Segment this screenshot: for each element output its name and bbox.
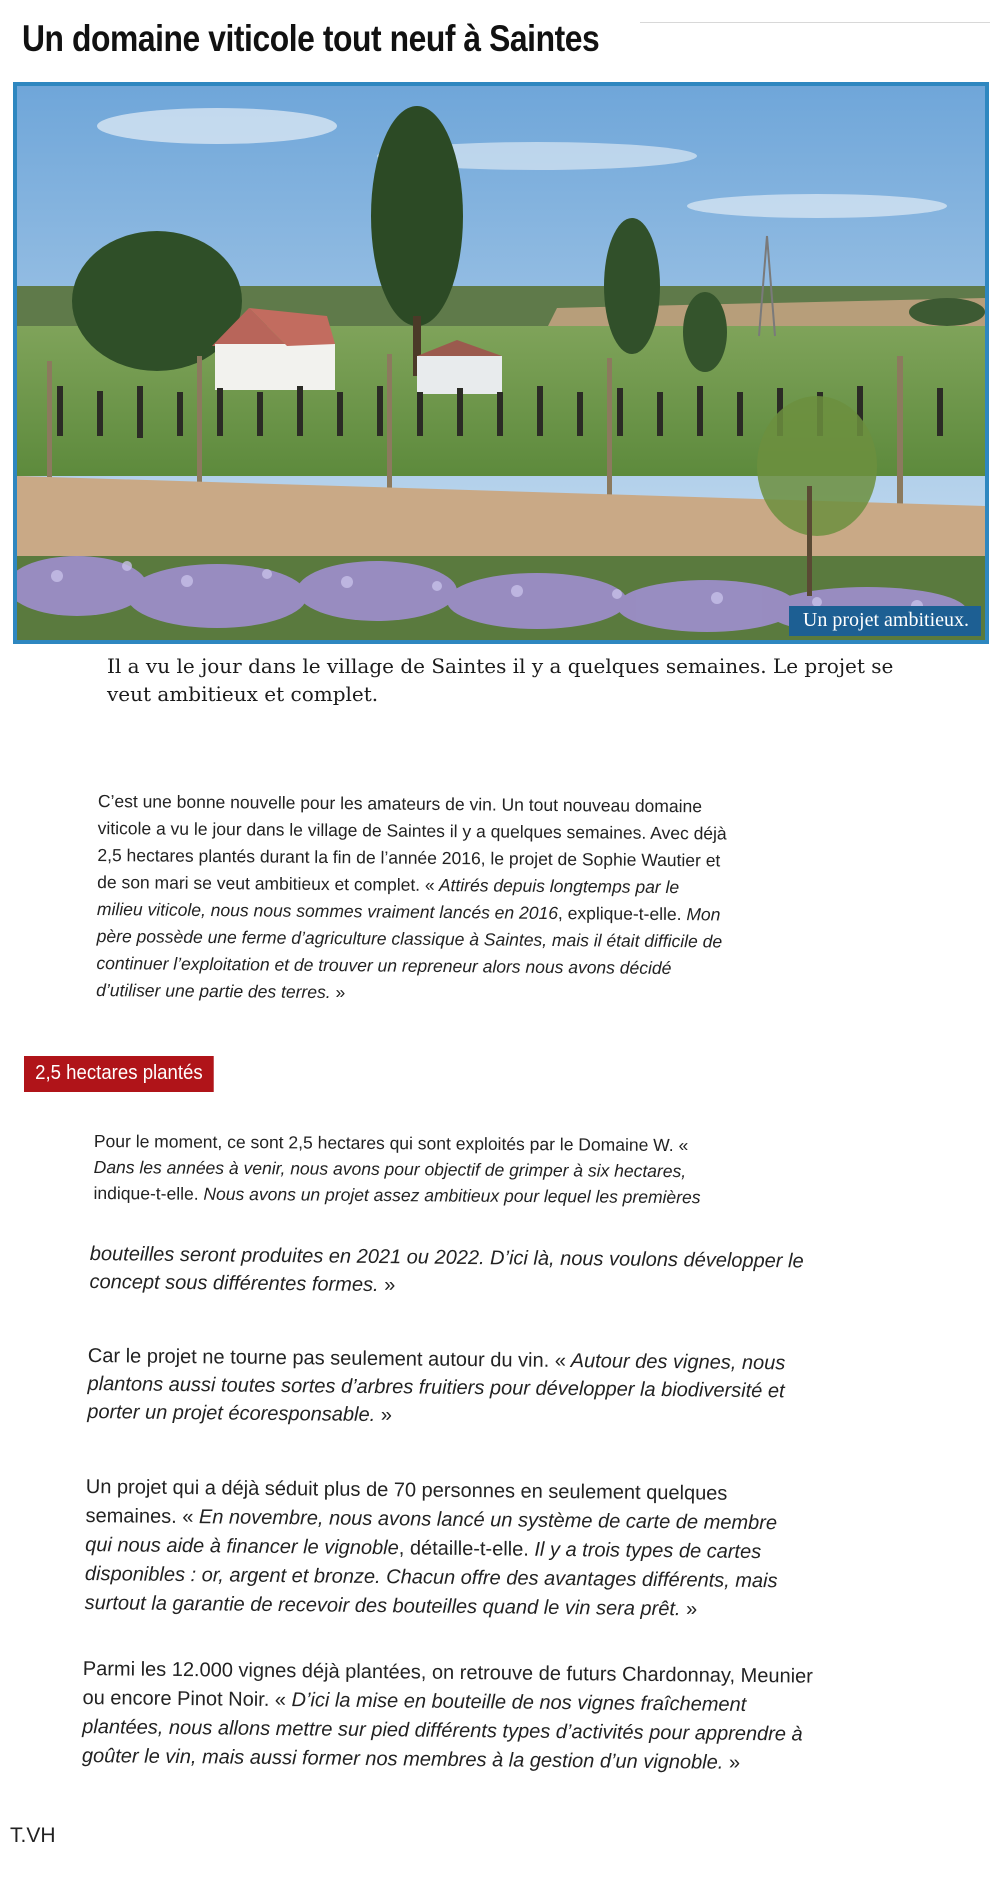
text-segment: Parmi les 12.000 vignes déjà plantées, on retrouve de futurs Chardonnay, Meunier <box>82 1657 813 1688</box>
text-segment: C’est une bonne nouvelle pour les amateurs de vin. Un tout nouveau domaine <box>97 790 703 817</box>
text-segment: » <box>330 982 346 1003</box>
paragraph-6 <box>82 1655 923 1780</box>
text-segment: semaines. « <box>85 1504 194 1529</box>
quote-segment: qui nous aide à financer le vignoble <box>85 1533 399 1560</box>
quote-segment: père possède une ferme d’agriculture classique à Saintes, mais il était difficile de <box>96 925 723 952</box>
quote-segment: Mon <box>686 904 721 925</box>
quote-segment: d’utiliser une partie des terres. <box>96 979 331 1003</box>
top-rule <box>640 22 990 23</box>
text-segment: , détaille-t-elle. <box>398 1537 535 1561</box>
intro-line: Il a vu le jour dans le village de Saintes il y a quelques semaines. Le projet se <box>107 654 894 678</box>
quote-segment: plantons aussi toutes sortes d’arbres fruitiers pour développer la biodiversité et <box>87 1372 785 1403</box>
quote-segment: porter un projet écoresponsable. <box>87 1400 376 1427</box>
quote-segment: Nous avons un projet assez ambitieux pour lequel les premières <box>203 1183 701 1208</box>
text-line <box>96 977 821 1010</box>
text-segment: Un projet qui a déjà séduit plus de 70 personnes en seulement quelques <box>85 1475 728 1505</box>
text-segment: viticole a vu le jour dans le village de Saintes il y a quelques semaines. Avec déjà <box>97 817 727 844</box>
quote-segment: goûter le vin, mais aussi former nos membres à la gestion d’un vignoble. <box>81 1744 724 1774</box>
text-segment: 2,5 hectares plantés durant la fin de l’année 2016, le projet de Sophie Wautier et <box>97 844 721 871</box>
text-segment: » <box>723 1751 741 1774</box>
quote-segment: plantées, nous allons mettre sur pied différents types d’activités pour apprendre à <box>82 1715 803 1746</box>
quote-segment: Autour des vignes, nous <box>565 1350 786 1375</box>
intro-line: veut ambitieux et complet. <box>107 682 379 706</box>
text-segment: » <box>378 1274 396 1297</box>
paragraph-2 <box>93 1128 814 1211</box>
text-segment: » <box>680 1598 698 1621</box>
quote-segment: milieu viticole, nous nous sommes vraiment lancés en 2016 <box>96 898 559 924</box>
text-segment: de son mari se veut ambitieux et complet. « <box>97 871 435 895</box>
quote-segment: bouteilles seront produites en 2021 ou 2022. D’ici là, nous voulons développer le <box>89 1242 804 1273</box>
quote-segment: Dans les années à venir, nous avons pour objectif de grimper à six hectares, <box>93 1156 687 1182</box>
section-title: 2,5 hectares plantés <box>24 1056 214 1092</box>
quote-segment: continuer l’exploitation et de trouver un repreneur alors nous avons décidé <box>96 952 672 979</box>
quote-segment: D’ici la mise en bouteille de nos vignes fraîchement <box>285 1689 747 1716</box>
text-segment: , explique-t-elle. <box>557 903 687 925</box>
quote-segment: surtout la garantie de recevoir des bouteilles quand le vin sera prêt. <box>84 1591 681 1621</box>
paragraph-1 <box>96 788 823 1010</box>
paragraph-4 <box>87 1342 908 1435</box>
author-signature: T.VH <box>10 1824 56 1847</box>
quote-segment: disponibles : or, argent et bronze. Chacun offre des avantages différents, mais <box>84 1562 778 1593</box>
text-segment: Car le projet ne tourne pas seulement autour du vin. « <box>87 1344 567 1373</box>
quote-segment: En novembre, nous avons lancé un système de carte de membre <box>193 1506 778 1535</box>
paragraph-3 <box>89 1240 910 1305</box>
text-segment: ou encore Pinot Noir. « <box>82 1686 287 1712</box>
quote-segment: Il y a trois types de cartes <box>534 1538 762 1564</box>
text-line <box>93 1180 813 1211</box>
text-segment: Pour le moment, ce sont 2,5 hectares qui sont exploités par le Domaine W. « <box>93 1130 689 1156</box>
text-segment: indique-t-elle. <box>93 1182 204 1204</box>
photo-caption: Un projet ambitieux. <box>789 606 981 636</box>
vineyard-illustration <box>17 86 985 640</box>
article-headline: Un domaine viticole tout neuf à Saintes <box>22 18 600 59</box>
paragraph-5 <box>84 1473 905 1627</box>
text-segment: » <box>375 1404 393 1427</box>
quote-segment: Attirés depuis longtemps par le <box>434 874 680 898</box>
vineyard-photo <box>13 82 989 644</box>
article-intro <box>107 652 937 708</box>
quote-segment: concept sous différentes formes. <box>89 1270 379 1297</box>
